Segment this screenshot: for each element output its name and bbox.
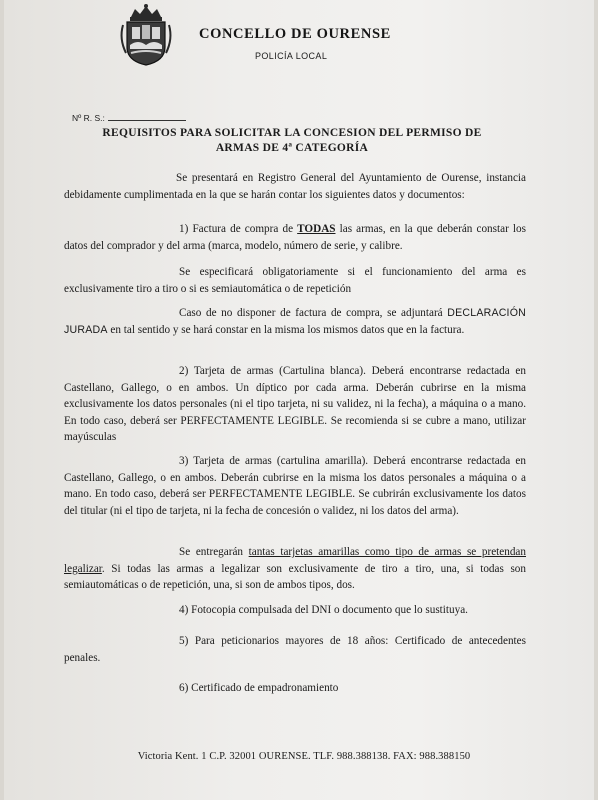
requirement-4: 4) Fotocopia compulsada del DNI o documento que lo sustituya. — [179, 604, 468, 616]
yellow-cards-emphasis: tantas tarjetas amarillas como tipo de armas se pretendan legalizar — [64, 546, 526, 575]
requirement-3: 3) Tarjeta de armas (cartulina amarilla). Deberá encontrarse redactada en Castellano, Gallego, o en ambos. Deberán cubrirse en la misma los datos personales a máquina o a mano. En todo caso, deberá ser PERFECTAMENTE LEGIBLE. Se cubrirán exclusivamente los datos del titular (ni el tipo de tarjeta, ni la fecha de concesión o validez, ni los datos del arma). — [64, 455, 526, 517]
yellow-cards-pre: Se entregarán — [179, 546, 249, 558]
requirement-1 — [64, 221, 526, 254]
document-page — [4, 0, 594, 800]
registry-number-field — [72, 112, 186, 123]
title-line-2: ARMAS DE 4ª CATEGORÍA — [215, 142, 369, 154]
requirement-2: 2) Tarjeta de armas (Cartulina blanca). Deberá encontrarse redactada en Castellano, Gallego, o en ambos. Un díptico por cada arma. Deberán cubrirse en la misma exclusivamente los datos personales (ni el tipo tarjeta, ni su validez, ni la fecha), a máquina o a mano. En todo caso, deberá ser PERFECTAMENTE LEGIBLE. Se recomienda si se cubre a mano, utilizar mayúsculas — [64, 365, 526, 444]
requirement-1-alternative — [64, 305, 526, 338]
department-name: POLICÍA LOCAL — [255, 51, 328, 61]
yellow-cards-note — [64, 544, 526, 594]
org-name: CONCELLO DE OURENSE — [199, 26, 391, 42]
registry-number-blank — [108, 112, 186, 121]
intro-paragraph: Se presentará en Registro General del Ayuntamiento de Ourense, instancia debidamente cumplimentada en la que se harán contar los siguientes datos y documentos: — [64, 172, 526, 201]
alternative-post: en tal sentido y se hará constar en la misma los mismos datos que en la factura. — [107, 323, 465, 336]
coat-of-arms-icon — [117, 3, 175, 67]
requirement-1-emphasis: TODAS — [297, 223, 336, 235]
alternative-pre: Caso de no disponer de factura de compra, se adjuntará — [179, 307, 448, 319]
yellow-cards-post: . Si todas las armas a legalizar son exclusivamente de tiro a tiro, una, si todas son semiautomáticas o de repetición, una, si son de ambos tipos, dos. — [64, 562, 526, 592]
registry-number-label: Nº R. S.: — [72, 113, 105, 123]
requirement-1-post: las armas, en la que deberán constar los datos del comprador y del arma (marca, modelo, número de serie, y calibre. — [64, 223, 526, 252]
requirement-6: 6) Certificado de empadronamiento — [179, 682, 339, 694]
footer-address: Victoria Kent. 1 C.P. 32001 OURENSE. TLF. 988.388138. FAX: 988.388150 — [137, 751, 471, 762]
document-title — [82, 126, 502, 156]
alternative-emphasis: DECLARACIÓN JURADA — [64, 307, 526, 336]
requirement-1-pre: 1) Factura de compra de — [179, 223, 298, 235]
title-line-1: REQUISITOS PARA SOLICITAR LA CONCESION DEL PERMISO DE — [102, 127, 482, 139]
requirement-5: 5) Para peticionarios mayores de 18 años: Certificado de antecedentes penales. — [64, 635, 526, 664]
requirement-1-note: Se especificará obligatoriamente si el funcionamiento del arma es exclusivamente tiro a tiro o si es semiautomática o de repetición — [64, 266, 526, 295]
